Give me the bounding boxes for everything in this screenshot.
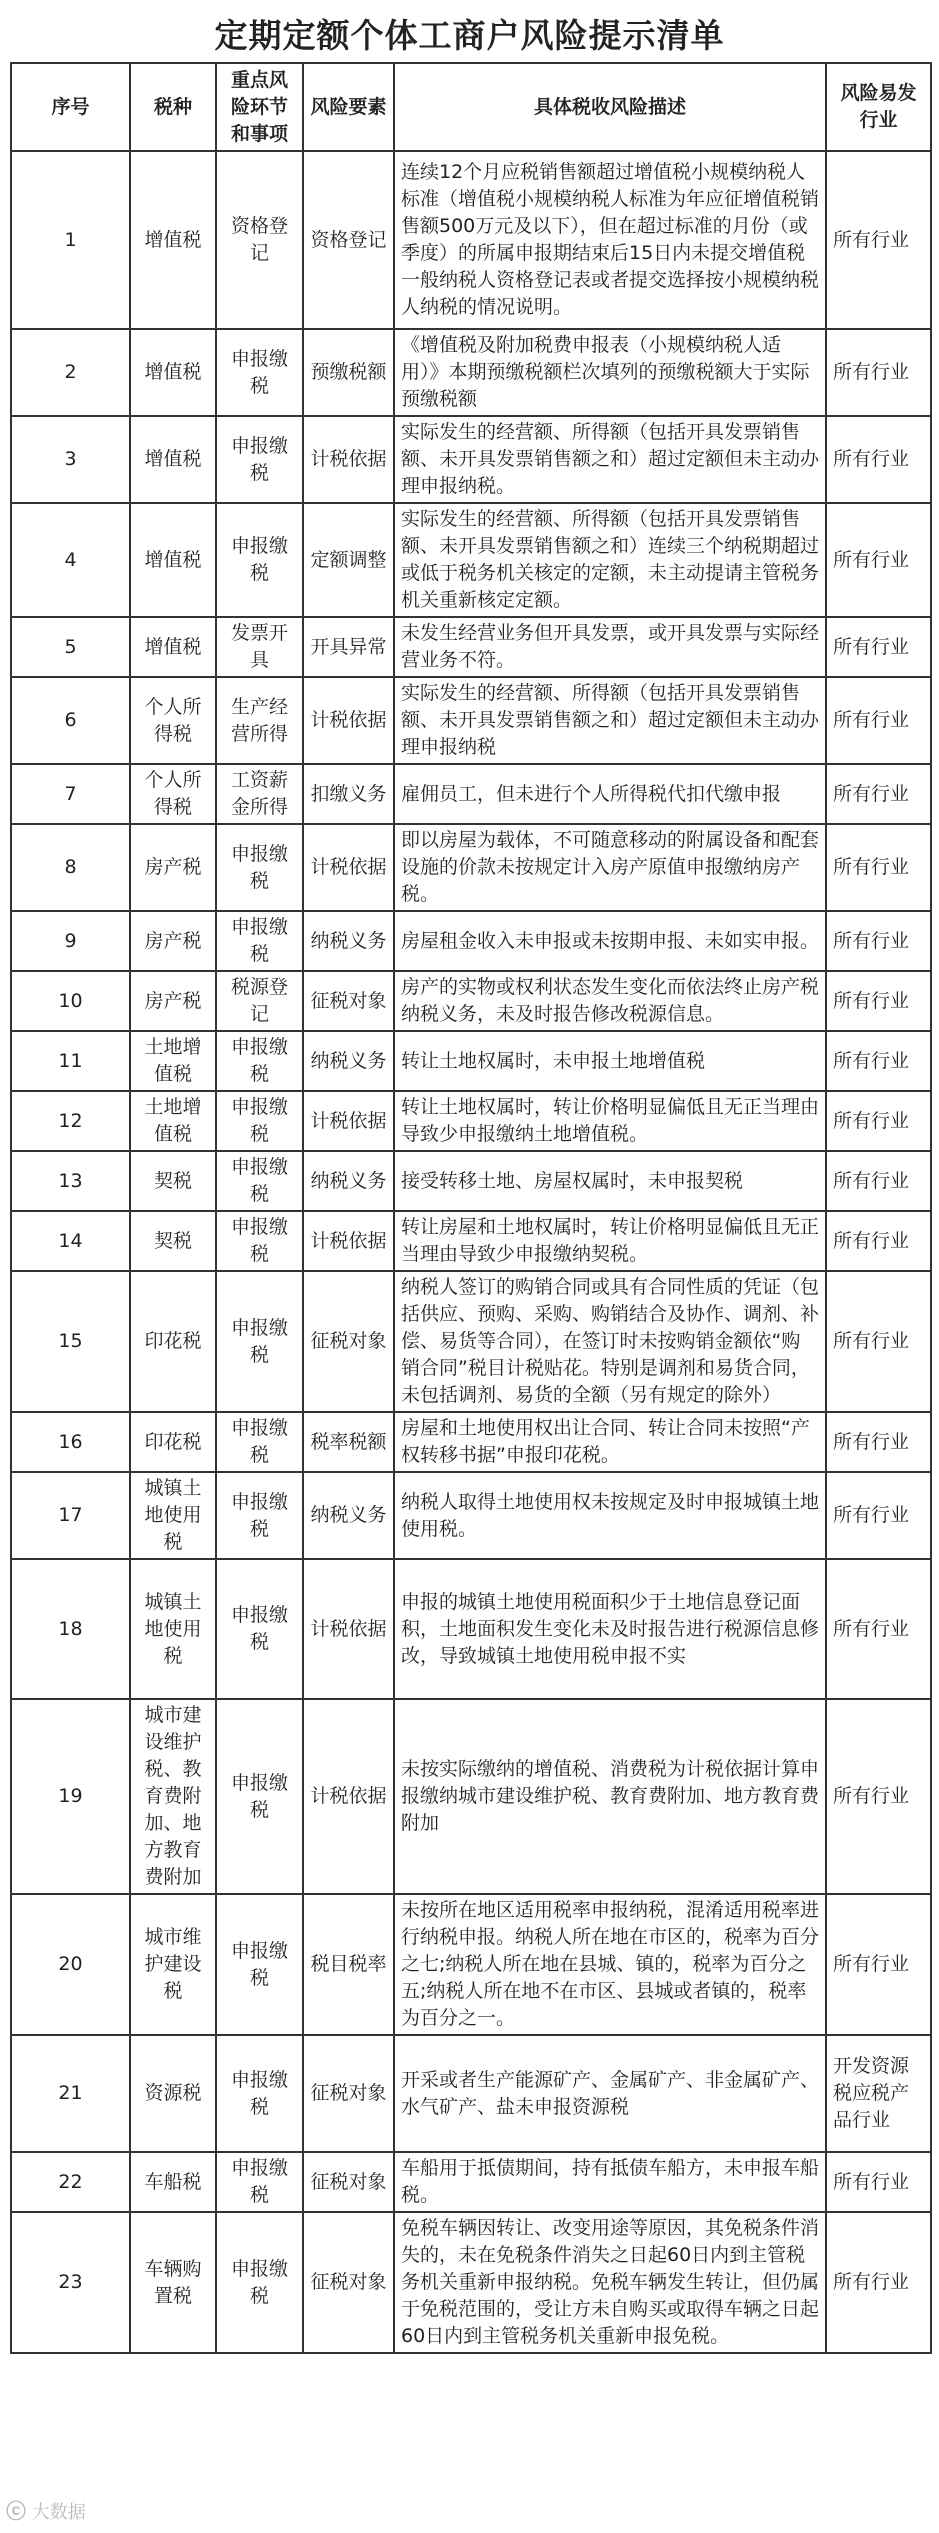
- row-index-cell: 3: [11, 416, 130, 503]
- tax-type-cell: 增值税: [130, 503, 216, 617]
- tax-type-cell: 印花税: [130, 1271, 216, 1412]
- risk-element-cell: 定额调整: [303, 503, 394, 617]
- row-index-cell: 15: [11, 1271, 130, 1412]
- key-step-cell: 申报缴税: [216, 1211, 303, 1271]
- key-step-cell: 申报缴税: [216, 911, 303, 971]
- risk-description-cell: 雇佣员工，但未进行个人所得税代扣代缴申报: [394, 764, 826, 824]
- table-row: [11, 2035, 931, 2152]
- row-index-cell: 4: [11, 503, 130, 617]
- row-index-cell: 18: [11, 1559, 130, 1699]
- risk-industry-cell: 所有行业: [826, 1559, 931, 1699]
- key-step-cell: 申报缴税: [216, 1271, 303, 1412]
- row-index-cell: 19: [11, 1699, 130, 1894]
- risk-element-cell: 计税依据: [303, 677, 394, 764]
- table-row: [11, 1559, 931, 1699]
- row-index-cell: 7: [11, 764, 130, 824]
- risk-description-cell: 房产的实物或权利状态发生变化而依法终止房产税纳税义务，未及时报告修改税源信息。: [394, 971, 826, 1031]
- key-step-cell: 申报缴税: [216, 416, 303, 503]
- key-step-cell: 申报缴税: [216, 1091, 303, 1151]
- risk-industry-cell: 所有行业: [826, 911, 931, 971]
- row-index-cell: 16: [11, 1412, 130, 1472]
- key-step-cell: 申报缴税: [216, 2152, 303, 2212]
- table-row: [11, 1151, 931, 1211]
- key-step-cell: 申报缴税: [216, 1412, 303, 1472]
- risk-industry-cell: 所有行业: [826, 1699, 931, 1894]
- risk-element-cell: 扣缴义务: [303, 764, 394, 824]
- risk-element-cell: 征税对象: [303, 2035, 394, 2152]
- table-row: [11, 1271, 931, 1412]
- risk-element-cell: 计税依据: [303, 1699, 394, 1894]
- risk-description-cell: 转让房屋和土地权属时，转让价格明显偏低且无正当理由导致少申报缴纳契税。: [394, 1211, 826, 1271]
- risk-industry-cell: 所有行业: [826, 677, 931, 764]
- risk-industry-cell: 所有行业: [826, 1151, 931, 1211]
- row-index-cell: 2: [11, 329, 130, 416]
- risk-description-cell: 转让土地权属时，转让价格明显偏低且无正当理由导致少申报缴纳土地增值税。: [394, 1091, 826, 1151]
- risk-industry-cell: 所有行业: [826, 1031, 931, 1091]
- risk-element-cell: 税目税率: [303, 1894, 394, 2035]
- risk-description-cell: 车船用于抵债期间，持有抵债车船方，未申报车船税。: [394, 2152, 826, 2212]
- tax-type-cell: 车辆购置税: [130, 2212, 216, 2353]
- table-row: [11, 1091, 931, 1151]
- risk-industry-cell: 所有行业: [826, 329, 931, 416]
- header-tax-type: 税种: [130, 63, 216, 151]
- row-index-cell: 12: [11, 1091, 130, 1151]
- row-index-cell: 13: [11, 1151, 130, 1211]
- tax-type-cell: 土地增值税: [130, 1031, 216, 1091]
- key-step-cell: 生产经营所得: [216, 677, 303, 764]
- risk-element-cell: 征税对象: [303, 1271, 394, 1412]
- key-step-cell: 申报缴税: [216, 1699, 303, 1894]
- risk-industry-cell: 开发资源税应税产品行业: [826, 2035, 931, 2152]
- row-index-cell: 5: [11, 617, 130, 677]
- key-step-cell: 申报缴税: [216, 1031, 303, 1091]
- table-header-row: [11, 63, 931, 151]
- risk-description-cell: 连续12个月应税销售额超过增值税小规模纳税人标准（增值税小规模纳税人标准为年应征增值税销售额500万元及以下），但在超过标准的月份（或季度）的所属申报期结束后15日内未提交增值税一般纳税人资格登记表或者提交选择按小规模纳税人纳税的情况说明。: [394, 151, 826, 329]
- table-row: [11, 971, 931, 1031]
- risk-element-cell: 计税依据: [303, 1091, 394, 1151]
- risk-industry-cell: 所有行业: [826, 1091, 931, 1151]
- risk-industry-cell: 所有行业: [826, 1472, 931, 1559]
- risk-industry-cell: 所有行业: [826, 2212, 931, 2353]
- risk-element-cell: 纳税义务: [303, 1151, 394, 1211]
- tax-type-cell: 房产税: [130, 911, 216, 971]
- risk-description-cell: 未按实际缴纳的增值税、消费税为计税依据计算申报缴纳城市建设维护税、教育费附加、地方教育费附加: [394, 1699, 826, 1894]
- risk-description-cell: 接受转移土地、房屋权属时，未申报契税: [394, 1151, 826, 1211]
- table-row: [11, 503, 931, 617]
- key-step-cell: 申报缴税: [216, 2212, 303, 2353]
- header-risk-description: 具体税收风险描述: [394, 63, 826, 151]
- risk-description-cell: 纳税人取得土地使用权未按规定及时申报城镇土地使用税。: [394, 1472, 826, 1559]
- risk-description-cell: 转让土地权属时，未申报土地增值税: [394, 1031, 826, 1091]
- table-row: [11, 1031, 931, 1091]
- tax-type-cell: 城镇土地使用税: [130, 1472, 216, 1559]
- risk-industry-cell: 所有行业: [826, 1211, 931, 1271]
- row-index-cell: 17: [11, 1472, 130, 1559]
- risk-element-cell: 资格登记: [303, 151, 394, 329]
- key-step-cell: 申报缴税: [216, 2035, 303, 2152]
- risk-description-cell: 《增值税及附加税费申报表（小规模纳税人适用）》本期预缴税额栏次填列的预缴税额大于实际预缴税额: [394, 329, 826, 416]
- risk-element-cell: 纳税义务: [303, 911, 394, 971]
- row-index-cell: 22: [11, 2152, 130, 2212]
- tax-type-cell: 契税: [130, 1151, 216, 1211]
- tax-type-cell: 印花税: [130, 1412, 216, 1472]
- risk-description-cell: 实际发生的经营额、所得额（包括开具发票销售额、未开具发票销售额之和）连续三个纳税期超过或低于税务机关核定的定额，未主动提请主管税务机关重新核定定额。: [394, 503, 826, 617]
- risk-element-cell: 征税对象: [303, 2212, 394, 2353]
- tax-type-cell: 个人所得税: [130, 677, 216, 764]
- header-index: 序号: [11, 63, 130, 151]
- row-index-cell: 14: [11, 1211, 130, 1271]
- row-index-cell: 6: [11, 677, 130, 764]
- tax-type-cell: 契税: [130, 1211, 216, 1271]
- risk-industry-cell: 所有行业: [826, 151, 931, 329]
- risk-description-cell: 申报的城镇土地使用税面积少于土地信息登记面积，土地面积发生变化未及时报告进行税源信息修改，导致城镇土地使用税申报不实: [394, 1559, 826, 1699]
- row-index-cell: 10: [11, 971, 130, 1031]
- risk-industry-cell: 所有行业: [826, 971, 931, 1031]
- header-key-step: 重点风险环节和事项: [216, 63, 303, 151]
- key-step-cell: 资格登记: [216, 151, 303, 329]
- row-index-cell: 23: [11, 2212, 130, 2353]
- row-index-cell: 20: [11, 1894, 130, 2035]
- key-step-cell: 申报缴税: [216, 1151, 303, 1211]
- risk-element-cell: 纳税义务: [303, 1472, 394, 1559]
- key-step-cell: 工资薪金所得: [216, 764, 303, 824]
- tax-type-cell: 个人所得税: [130, 764, 216, 824]
- risk-description-cell: 未按所在地区适用税率申报纳税，混淆适用税率进行纳税申报。纳税人所在地在市区的，税率为百分之七;纳税人所在地在县城、镇的，税率为百分之五;纳税人所在地不在市区、县城或者镇的，税率为百分之一。: [394, 1894, 826, 2035]
- table-row: [11, 1412, 931, 1472]
- key-step-cell: 申报缴税: [216, 329, 303, 416]
- risk-description-cell: 纳税人签订的购销合同或具有合同性质的凭证（包括供应、预购、采购、购销结合及协作、调剂、补偿、易货等合同），在签订时未按购销金额依“购销合同”税目计税贴花。特别是调剂和易货合同，未包括调剂、易货的全额（另有规定的除外）: [394, 1271, 826, 1412]
- risk-table: [10, 62, 932, 2354]
- tax-type-cell: 资源税: [130, 2035, 216, 2152]
- watermark: [6, 2496, 86, 2526]
- risk-description-cell: 实际发生的经营额、所得额（包括开具发票销售额、未开具发票销售额之和）超过定额但未主动办理申报纳税。: [394, 416, 826, 503]
- table-body: [11, 151, 931, 2353]
- tax-type-cell: 车船税: [130, 2152, 216, 2212]
- risk-description-cell: 房屋和土地使用权出让合同、转让合同未按照“产权转移书据”申报印花税。: [394, 1412, 826, 1472]
- tax-type-cell: 城镇土地使用税: [130, 1559, 216, 1699]
- risk-description-cell: 即以房屋为载体，不可随意移动的附属设备和配套设施的价款未按规定计入房产原值申报缴纳房产税。: [394, 824, 826, 911]
- tax-type-cell: 城市建设维护税、教育费附加、地方教育费附加: [130, 1699, 216, 1894]
- key-step-cell: 税源登记: [216, 971, 303, 1031]
- risk-industry-cell: 所有行业: [826, 416, 931, 503]
- risk-element-cell: 计税依据: [303, 416, 394, 503]
- table-row: [11, 617, 931, 677]
- risk-industry-cell: 所有行业: [826, 824, 931, 911]
- watermark-text: 大数据: [31, 2502, 86, 2523]
- header-industry: 风险易发行业: [826, 63, 931, 151]
- table-row: [11, 1894, 931, 2035]
- tax-type-cell: 增值税: [130, 329, 216, 416]
- tax-type-cell: 增值税: [130, 617, 216, 677]
- table-row: [11, 677, 931, 764]
- tax-type-cell: 增值税: [130, 416, 216, 503]
- key-step-cell: 申报缴税: [216, 1472, 303, 1559]
- table-row: [11, 1699, 931, 1894]
- tax-type-cell: 城市维护建设税: [130, 1894, 216, 2035]
- risk-description-cell: 开采或者生产能源矿产、金属矿产、非金属矿产、水气矿产、盐未申报资源税: [394, 2035, 826, 2152]
- risk-element-cell: 计税依据: [303, 1211, 394, 1271]
- tax-type-cell: 房产税: [130, 971, 216, 1031]
- table-row: [11, 329, 931, 416]
- risk-element-cell: 计税依据: [303, 824, 394, 911]
- table-row: [11, 1211, 931, 1271]
- table-row: [11, 911, 931, 971]
- row-index-cell: 11: [11, 1031, 130, 1091]
- table-row: [11, 824, 931, 911]
- risk-industry-cell: 所有行业: [826, 503, 931, 617]
- risk-description-cell: 房屋租金收入未申报或未按期申报、未如实申报。: [394, 911, 826, 971]
- risk-description-cell: 实际发生的经营额、所得额（包括开具发票销售额、未开具发票销售额之和）超过定额但未主动办理申报纳税: [394, 677, 826, 764]
- risk-description-cell: 免税车辆因转让、改变用途等原因，其免税条件消失的，未在免税条件消失之日起60日内到主管税务机关重新申报纳税。免税车辆发生转让，但仍属于免税范围的，受让方未自购买或取得车辆之日起60日内到主管税务机关重新申报免税。: [394, 2212, 826, 2353]
- risk-industry-cell: 所有行业: [826, 1412, 931, 1472]
- watermark-logo-icon: ⓒ: [6, 2499, 26, 2523]
- risk-element-cell: 征税对象: [303, 971, 394, 1031]
- table-row: [11, 151, 931, 329]
- risk-element-cell: 预缴税额: [303, 329, 394, 416]
- risk-element-cell: 计税依据: [303, 1559, 394, 1699]
- key-step-cell: 申报缴税: [216, 1559, 303, 1699]
- risk-industry-cell: 所有行业: [826, 764, 931, 824]
- risk-element-cell: 纳税义务: [303, 1031, 394, 1091]
- row-index-cell: 1: [11, 151, 130, 329]
- key-step-cell: 申报缴税: [216, 1894, 303, 2035]
- table-row: [11, 764, 931, 824]
- page-title: 定期定额个体工商户风险提示清单: [214, 16, 725, 55]
- row-index-cell: 21: [11, 2035, 130, 2152]
- key-step-cell: 申报缴税: [216, 824, 303, 911]
- risk-industry-cell: 所有行业: [826, 617, 931, 677]
- header-risk-element: 风险要素: [303, 63, 394, 151]
- risk-element-cell: 税率税额: [303, 1412, 394, 1472]
- table-row: [11, 1472, 931, 1559]
- key-step-cell: 发票开具: [216, 617, 303, 677]
- tax-type-cell: 增值税: [130, 151, 216, 329]
- tax-type-cell: 房产税: [130, 824, 216, 911]
- tax-type-cell: 土地增值税: [130, 1091, 216, 1151]
- table-row: [11, 2212, 931, 2353]
- risk-industry-cell: 所有行业: [826, 1894, 931, 2035]
- risk-description-cell: 未发生经营业务但开具发票，或开具发票与实际经营业务不符。: [394, 617, 826, 677]
- risk-element-cell: 开具异常: [303, 617, 394, 677]
- risk-industry-cell: 所有行业: [826, 1271, 931, 1412]
- risk-industry-cell: 所有行业: [826, 2152, 931, 2212]
- key-step-cell: 申报缴税: [216, 503, 303, 617]
- table-row: [11, 2152, 931, 2212]
- risk-element-cell: 征税对象: [303, 2152, 394, 2212]
- row-index-cell: 9: [11, 911, 130, 971]
- row-index-cell: 8: [11, 824, 130, 911]
- table-row: [11, 416, 931, 503]
